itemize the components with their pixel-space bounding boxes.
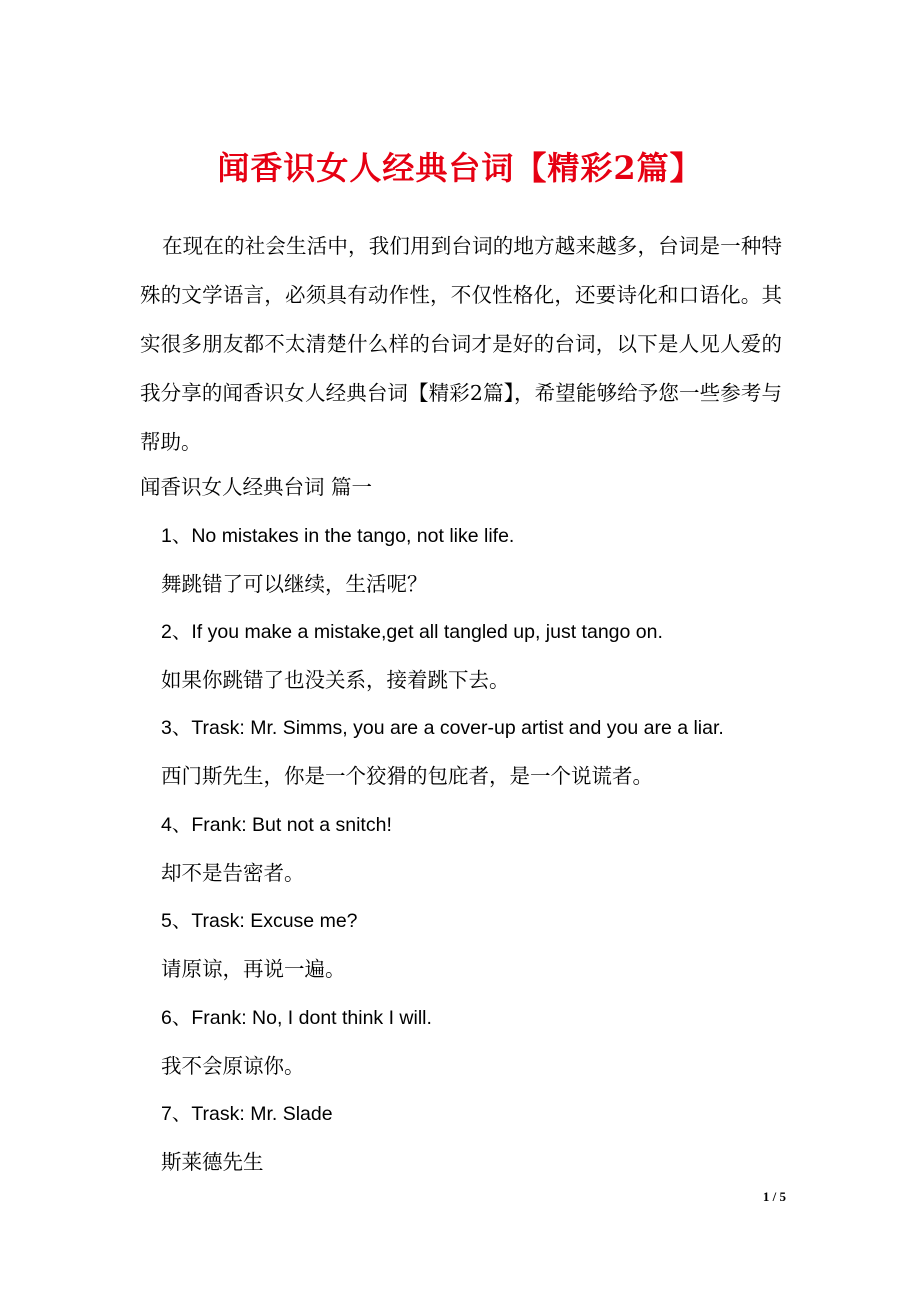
page-number: 1 / 5 — [762, 1189, 786, 1204]
document-title: 闻香识女人经典台词【精彩2篇】 — [217, 149, 703, 187]
quote-line-3-zh: 西门斯先生，你是一个狡猾的包庇者，是一个说谎者。 — [161, 764, 653, 788]
quote-line-6-zh: 我不会原谅你。 — [161, 1054, 305, 1078]
section-heading: 闻香识女人经典台词 篇一 — [140, 475, 373, 499]
quote-line-4-en: 4、Frank: But not a snitch! — [161, 814, 392, 836]
quote-line-7-zh: 斯莱德先生 — [161, 1150, 264, 1174]
quote-line-6-en: 6、Frank: No, I dont think I will. — [161, 1007, 432, 1029]
quote-line-2-en: 2、If you make a mistake,get all tangled up, just tango on. — [161, 621, 663, 643]
quote-line-5-en: 5、Trask: Excuse me? — [161, 910, 358, 932]
intro-paragraph: 在现在的社会生活中，我们用到台词的地方越来越多，台词是一种特殊的文学语言，必须具有动作性，不仅性格化，还要诗化和口语化。其实很多朋友都不太清楚什么样的台词才是好的台词，以下是人见人爱的我分享的闻香识女人经典台词【精彩2篇】，希望能够给予您一些参考与帮助。 — [140, 234, 782, 454]
quote-line-2-zh: 如果你跳错了也没关系，接着跳下去。 — [161, 668, 510, 692]
quote-line-5-zh: 请原谅，再说一遍。 — [161, 957, 346, 981]
quote-line-4-zh: 却不是告密者。 — [161, 861, 305, 885]
quote-line-7-en: 7、Trask: Mr. Slade — [161, 1103, 333, 1125]
quote-line-1-zh: 舞跳错了可以继续，生活呢？ — [161, 572, 428, 596]
quote-line-1-en: 1、No mistakes in the tango, not like life. — [161, 525, 515, 547]
quote-line-3-en: 3、Trask: Mr. Simms, you are a cover-up artist and you are a liar. — [161, 717, 724, 739]
